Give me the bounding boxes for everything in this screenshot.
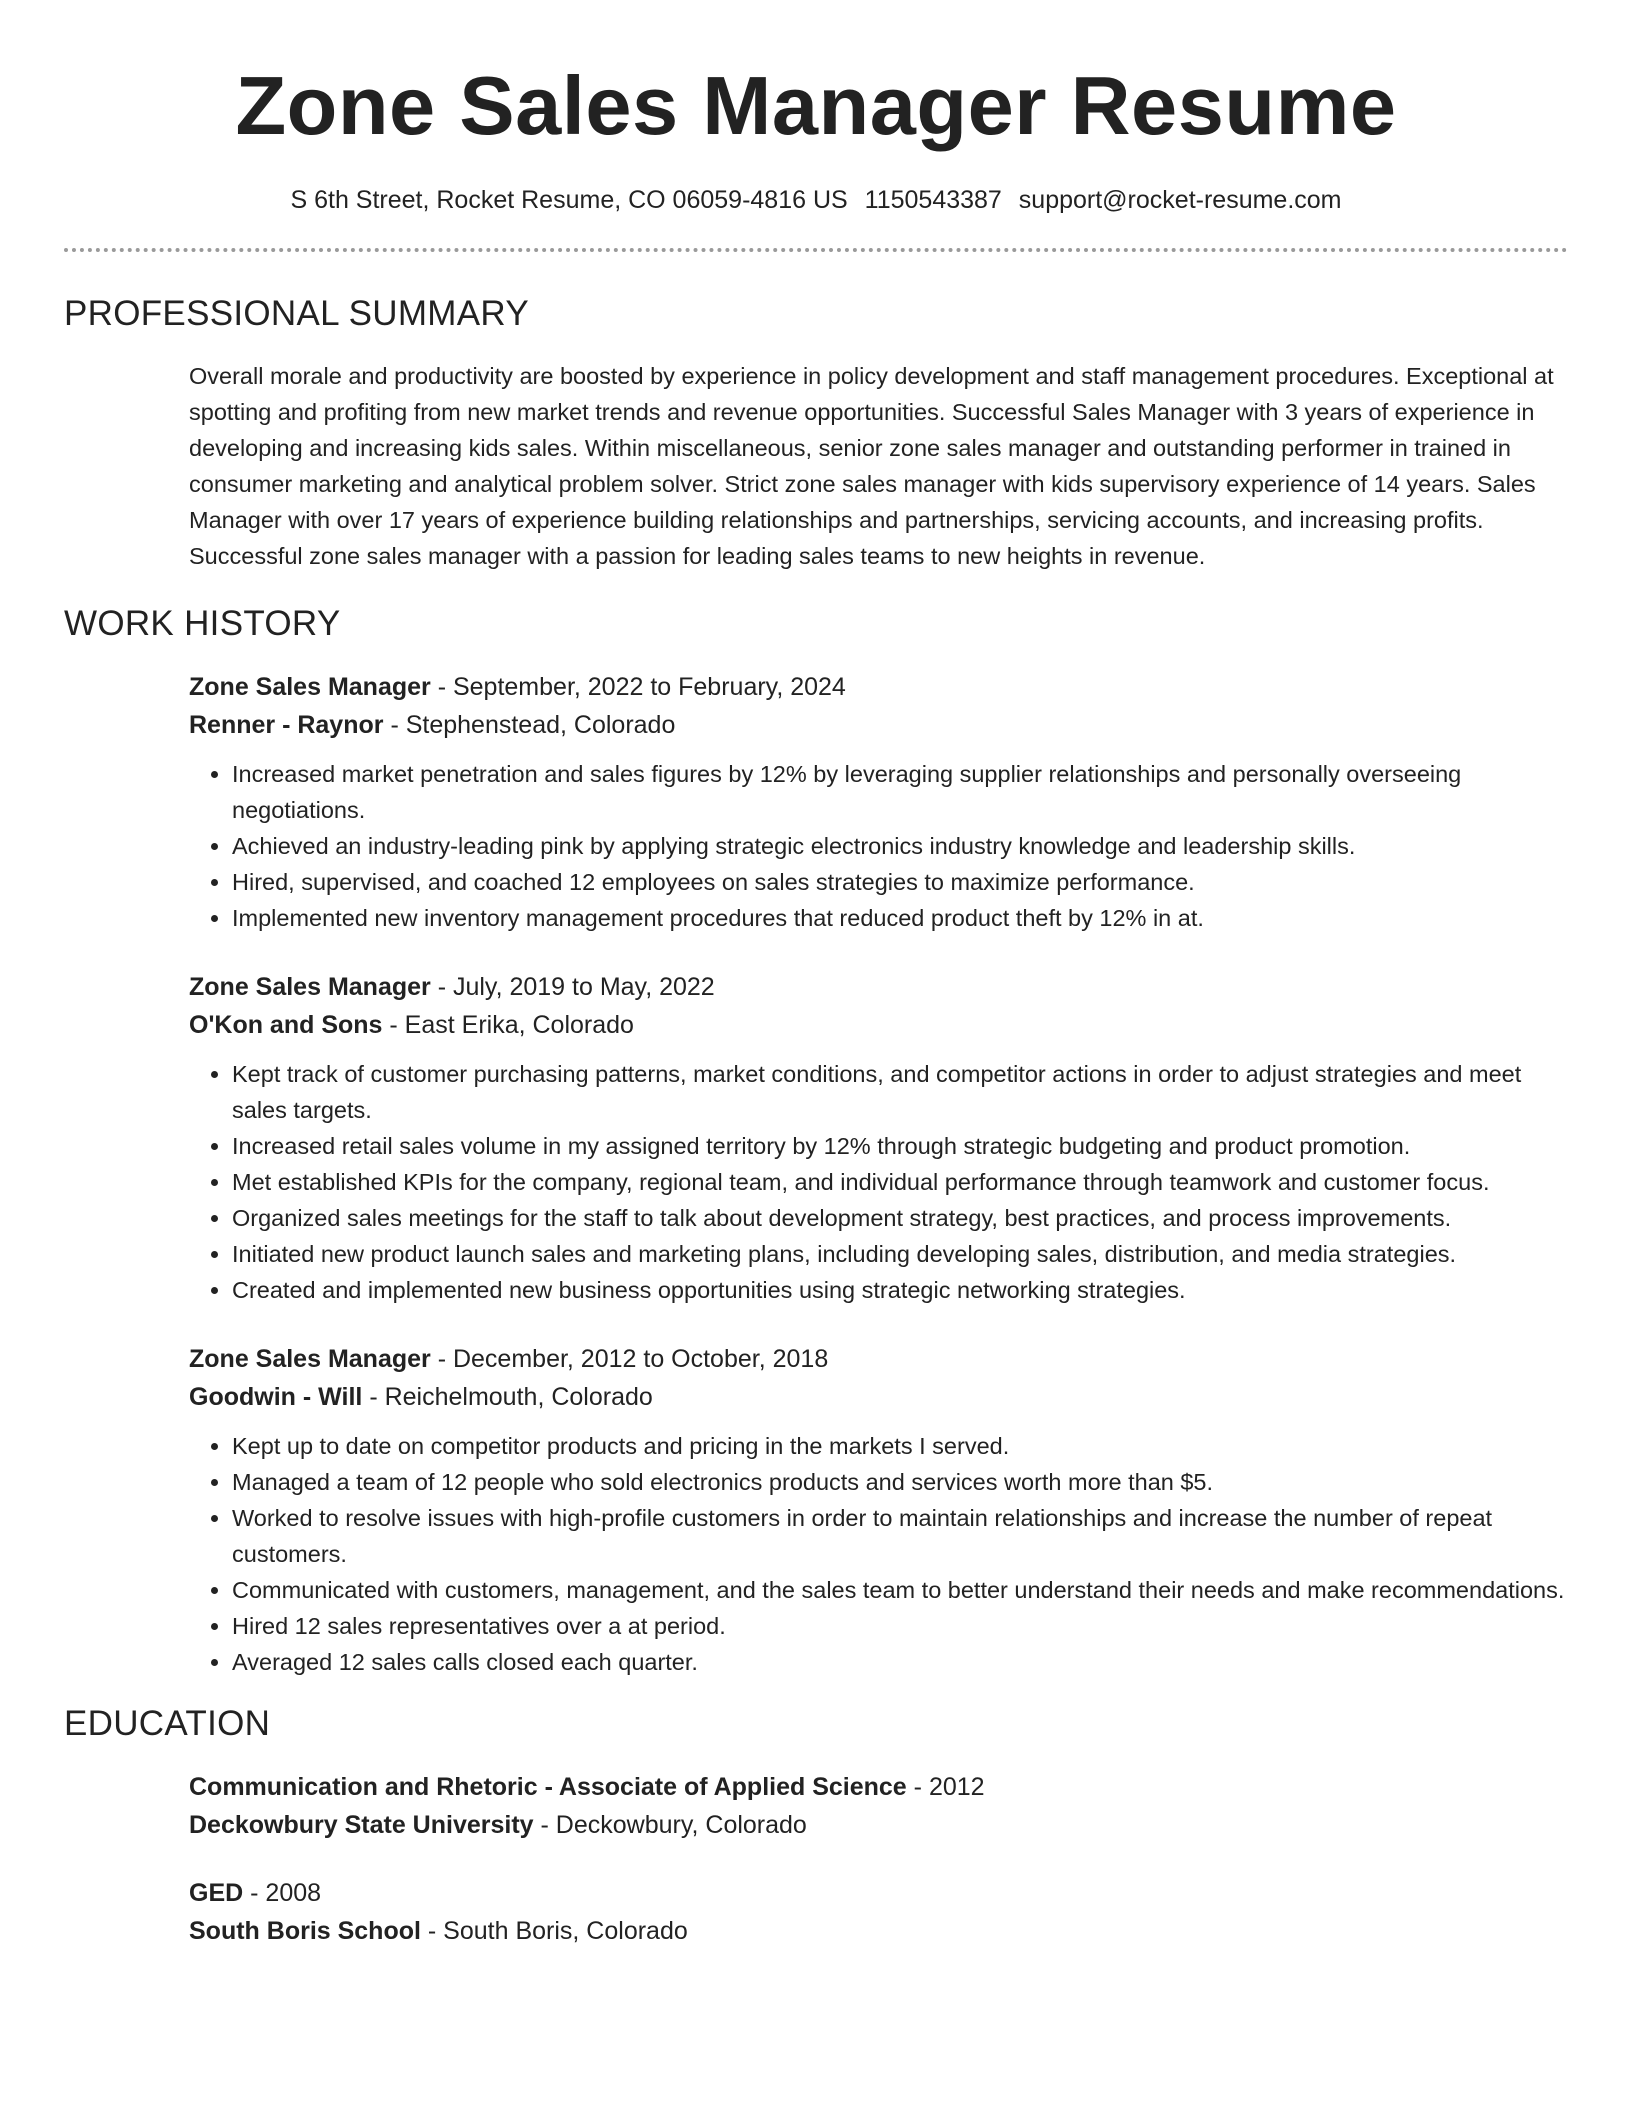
school-name: Deckowbury State University	[189, 1811, 534, 1839]
contact-phone: 1150543387	[864, 186, 1002, 214]
bullet-item: • Increased market penetration and sales figures by 12% by leveraging supplier relationships and personally overseeing negotiations.	[232, 756, 1568, 828]
bullet-item: • Communicated with customers, management, and the sales team to better understand their needs and make recommendations.	[232, 1572, 1568, 1608]
job-location: - Stephenstead, Colorado	[390, 711, 676, 739]
job-company: Goodwin - Will	[189, 1383, 363, 1411]
job-company-line	[189, 1378, 1568, 1416]
job-title: Zone Sales Manager	[189, 673, 431, 701]
bullet-item: • Hired 12 sales representatives over a at period.	[232, 1608, 1568, 1644]
job-title: Zone Sales Manager	[189, 1345, 431, 1373]
bullet-item: • Achieved an industry-leading pink by applying strategic electronics industry knowledge and leadership skills.	[232, 828, 1568, 864]
resume-header	[64, 0, 1568, 252]
contact-line	[64, 184, 1568, 216]
bullet-item: • Implemented new inventory management procedures that reduced product theft by 12% in at.	[232, 900, 1568, 936]
degree-year: - 2012	[913, 1773, 985, 1801]
job-company: Renner - Raynor	[189, 711, 384, 739]
bullet-item: • Kept track of customer purchasing patterns, market conditions, and competitor actions in order to adjust strategies and meet sales targets.	[232, 1056, 1568, 1128]
school-location: - South Boris, Colorado	[427, 1917, 688, 1945]
degree-line	[189, 1874, 1568, 1912]
contact-address: S 6th Street, Rocket Resume, CO 06059-4816 US	[290, 186, 848, 214]
job-entry	[189, 968, 1568, 1308]
education-entry	[189, 1874, 1568, 1950]
school-location: - Deckowbury, Colorado	[540, 1811, 807, 1839]
job-company-line	[189, 1006, 1568, 1044]
job-bullets	[189, 756, 1568, 936]
education-body	[64, 1768, 1568, 1950]
bullet-item: • Kept up to date on competitor products and pricing in the markets I served.	[232, 1428, 1568, 1464]
bullet-item: • Created and implemented new business opportunities using strategic networking strategies.	[232, 1272, 1568, 1308]
professional-summary-section	[64, 292, 1568, 574]
bullet-item: • Increased retail sales volume in my assigned territory by 12% through strategic budgeting and product promotion.	[232, 1128, 1568, 1164]
bullet-item: • Worked to resolve issues with high-profile customers in order to maintain relationships and increase the number of repeat customers.	[232, 1500, 1568, 1572]
job-dates: - September, 2022 to February, 2024	[437, 673, 846, 701]
school-line	[189, 1912, 1568, 1950]
bullet-item: • Managed a team of 12 people who sold electronics products and services worth more than $5.	[232, 1464, 1568, 1500]
work-history-section	[64, 602, 1568, 1680]
job-bullets	[189, 1428, 1568, 1680]
job-entry	[189, 1340, 1568, 1680]
job-bullets	[189, 1056, 1568, 1308]
section-heading: EDUCATION	[64, 1704, 271, 1743]
education-entry	[189, 1768, 1568, 1844]
degree-year: - 2008	[250, 1879, 322, 1907]
school-line	[189, 1806, 1568, 1844]
bullet-item: • Hired, supervised, and coached 12 employees on sales strategies to maximize performance.	[232, 864, 1568, 900]
job-title-line	[189, 668, 1568, 706]
job-title-line	[189, 968, 1568, 1006]
education-section	[64, 1702, 1568, 1950]
job-company: O'Kon and Sons	[189, 1011, 383, 1039]
bullet-item: • Organized sales meetings for the staff to talk about development strategy, best practices, and process improvements.	[232, 1200, 1568, 1236]
summary-text: Overall morale and productivity are boosted by experience in policy development and staff management procedures. Exceptional at spotting and profiting from new market trends and revenue opportunities. Successful Sales Manager with 3 years of experience in developing and increasing kids sales. Within miscellaneous, senior zone sales manager and outstanding performer in trained in consumer marketing and analytical problem solver. Strict zone sales manager with kids supervisory experience of 14 years. Sales Manager with over 17 years of experience building relationships and partnerships, servicing accounts, and increasing profits. Successful zone sales manager with a passion for leading sales teams to new heights in revenue.	[189, 363, 1554, 569]
job-title: Zone Sales Manager	[189, 973, 431, 1001]
section-heading: PROFESSIONAL SUMMARY	[64, 294, 529, 333]
resume-title: Zone Sales Manager Resume	[235, 59, 1397, 152]
degree: Communication and Rhetoric - Associate of Applied Science	[189, 1773, 907, 1801]
job-entry	[189, 668, 1568, 936]
contact-email: support@rocket-resume.com	[1018, 186, 1342, 214]
work-body	[64, 668, 1568, 1680]
job-location: - East Erika, Colorado	[389, 1011, 634, 1039]
header-divider	[64, 248, 1568, 252]
section-heading: WORK HISTORY	[64, 604, 341, 643]
bullet-item: • Met established KPIs for the company, regional team, and individual performance through teamwork and customer focus.	[232, 1164, 1568, 1200]
degree: GED	[189, 1879, 244, 1907]
job-company-line	[189, 706, 1568, 744]
job-dates: - July, 2019 to May, 2022	[437, 973, 715, 1001]
job-location: - Reichelmouth, Colorado	[369, 1383, 653, 1411]
job-dates: - December, 2012 to October, 2018	[437, 1345, 829, 1373]
bullet-item: • Averaged 12 sales calls closed each quarter.	[232, 1644, 1568, 1680]
bullet-item: • Initiated new product launch sales and marketing plans, including developing sales, distribution, and media strategies.	[232, 1236, 1568, 1272]
degree-line	[189, 1768, 1568, 1806]
job-title-line	[189, 1340, 1568, 1378]
school-name: South Boris School	[189, 1917, 421, 1945]
summary-body	[64, 358, 1568, 574]
